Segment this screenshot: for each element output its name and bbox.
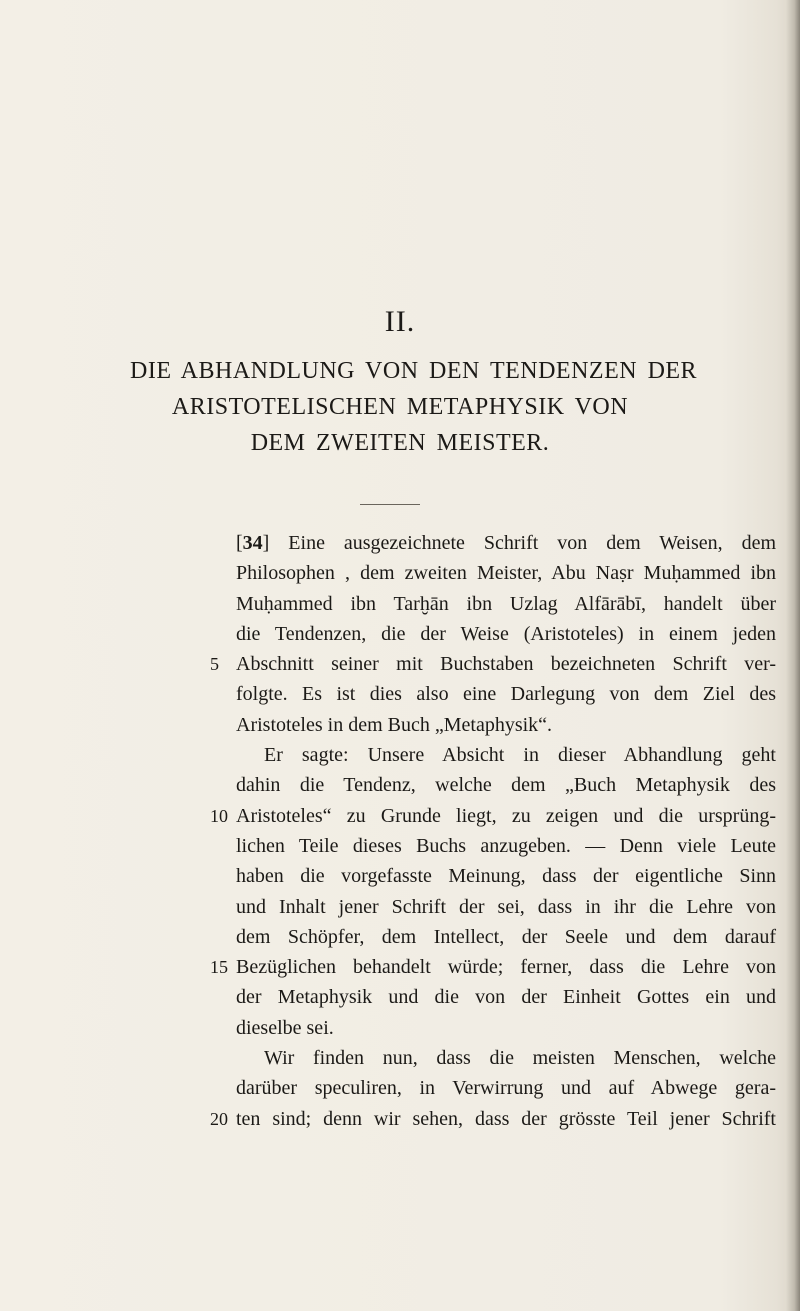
line-text: der Metaphysik und die von der Einheit Gottes ein und (236, 986, 776, 1009)
line-text: Aristoteles in dem Buch „Metaphysik“. (236, 713, 553, 736)
heading-divider (360, 504, 420, 505)
text-line (236, 1043, 776, 1073)
text-line (236, 740, 776, 770)
line-text: Philosophen , dem zweiten Meister, Abu Naṣr Muḥammed ibn (236, 562, 776, 585)
heading-line: DIE ABHANDLUNG VON DEN TENDENZEN DER (130, 358, 698, 384)
line-text: Bezüglichen behandelt würde; ferner, dass die Lehre von (236, 956, 776, 979)
line-text: Wir finden nun, dass die meisten Menschen, welche (264, 1047, 776, 1070)
text-line: [34] Eine ausgezeichnete Schrift von dem Weisen, dem (236, 532, 776, 554)
text-line (210, 952, 776, 982)
line-text: haben die vorgefasste Meinung, dass der eigentliche Sinn (236, 865, 776, 888)
line-text: Abschnitt seiner mit Buchstaben bezeichneten Schrift ver- (236, 653, 776, 676)
text-line (236, 679, 776, 709)
text-line (236, 619, 776, 649)
text-line (236, 558, 776, 588)
text-line (236, 922, 776, 952)
line-text: Er sagte: Unsere Absicht in dieser Abhandlung geht (264, 744, 776, 767)
text-line (236, 831, 776, 861)
line-text: dahin die Tendenz, welche dem „Buch Metaphysik des (236, 774, 776, 797)
line-text: dieselbe sei. (236, 1016, 334, 1039)
page-edge-shadow (786, 0, 800, 1311)
line-text: dem Schöpfer, dem Intellect, der Seele und dem darauf (236, 925, 776, 948)
text-line (210, 801, 776, 831)
text-line (236, 770, 776, 800)
line-text: Aristoteles“ zu Grunde liegt, zu zeigen und die ursprüng- (236, 804, 776, 827)
text-line (236, 589, 776, 619)
line-text: darüber speculiren, in Verwirrung und auf Abwege gera- (236, 1077, 776, 1100)
line-number: 20 (210, 1108, 228, 1129)
text-line (210, 1104, 776, 1134)
line-text: und Inhalt jener Schrift der sei, dass in ihr die Lehre von (236, 895, 776, 918)
text-line (236, 710, 776, 740)
line-number: 5 (210, 654, 219, 675)
line-text: lichen Teile dieses Buchs anzugeben. — Denn viele Leute (236, 834, 776, 857)
text-line (236, 982, 776, 1012)
line-text: Muḥammed ibn Tarḫān ibn Uzlag Alfārābī, handelt über (236, 592, 776, 615)
text-line (210, 649, 776, 679)
chapter-number: II. (384, 305, 416, 338)
line-number: 10 (210, 805, 228, 826)
line-text: Eine ausgezeichnete Schrift von dem Weisen, dem (288, 532, 776, 554)
line-text: folgte. Es ist dies also eine Darlegung von dem Ziel des (236, 683, 776, 706)
paragraph-number: 34 (242, 532, 263, 554)
body-text (210, 528, 776, 1134)
heading-line: ARISTOTELISCHEN METAPHYSIK VON (171, 394, 629, 420)
text-line (236, 892, 776, 922)
text-line (236, 1073, 776, 1103)
line-text: ten sind; denn wir sehen, dass der grösste Teil jener Schrift (236, 1107, 776, 1130)
text-line (236, 861, 776, 891)
line-number: 15 (210, 957, 228, 978)
text-line (236, 1013, 776, 1043)
line-text: die Tendenzen, die der Weise (Aristoteles) in einem jeden (236, 622, 776, 645)
chapter-heading (130, 353, 698, 461)
heading-line: DEM ZWEITEN MEISTER. (250, 430, 550, 456)
